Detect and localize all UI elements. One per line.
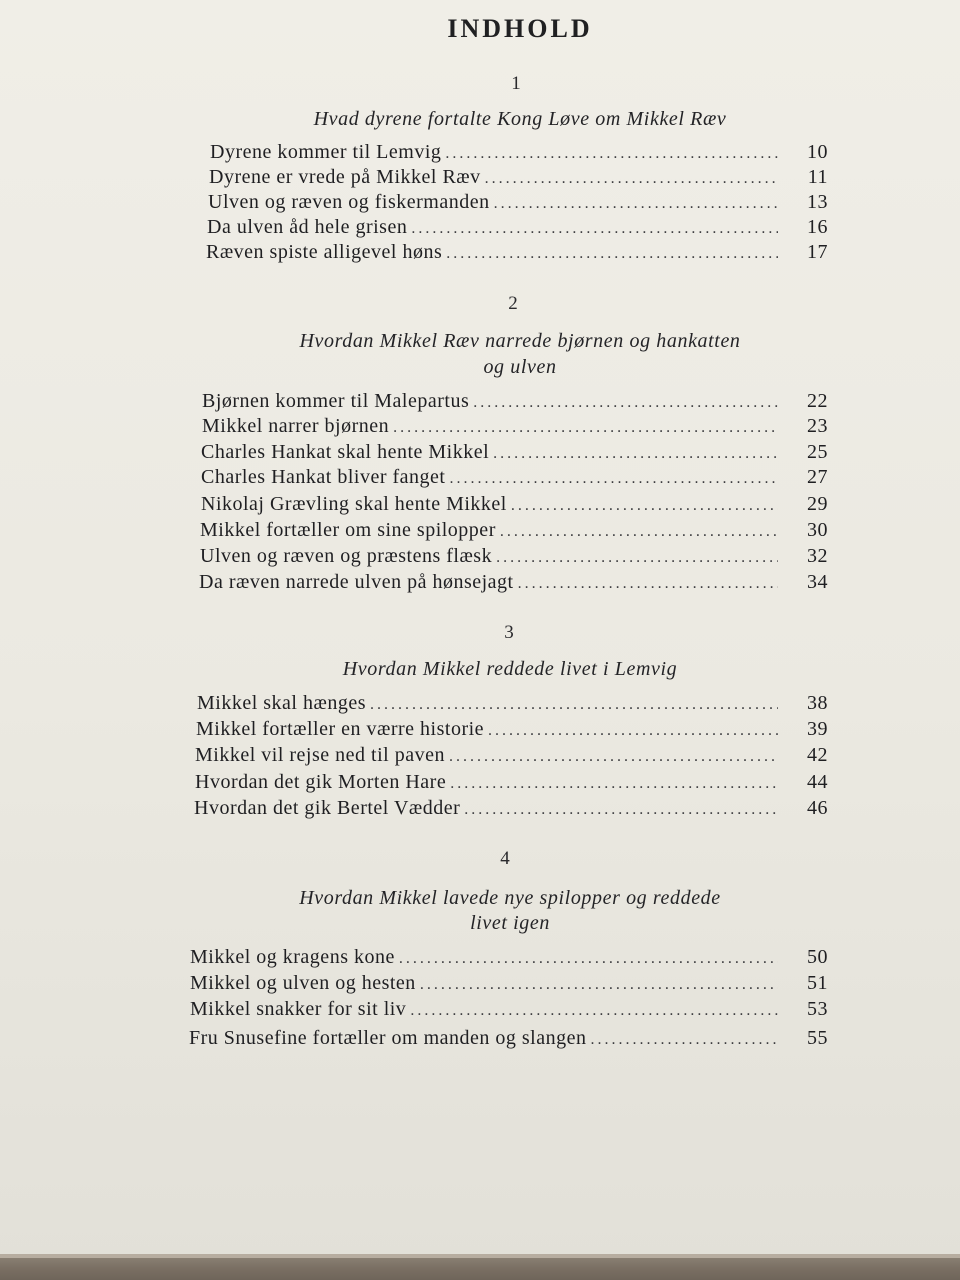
dot-leader	[449, 748, 778, 766]
entry-page: 13	[807, 191, 828, 213]
toc-entry	[200, 545, 828, 568]
dot-leader	[511, 497, 778, 515]
entry-title: Ræven spiste alligevel høns	[206, 241, 443, 263]
entry-title: Hvordan det gik Morten Hare	[195, 771, 447, 793]
entry-title: Da ræven narrede ulven på hønsejagt	[199, 571, 514, 593]
entry-page: 25	[807, 441, 828, 463]
toc-entry	[195, 744, 828, 767]
section-title: Hvordan Mikkel lavede nye spilopper og reddede	[299, 887, 721, 909]
section-title-continued: livet igen	[470, 912, 550, 934]
dot-leader	[496, 549, 778, 567]
entry-page: 53	[807, 998, 828, 1020]
section-title: Hvordan Mikkel reddede livet i Lemvig	[342, 658, 678, 680]
toc-entry	[210, 141, 828, 164]
page-title: INDHOLD	[447, 14, 593, 43]
dot-leader	[464, 801, 778, 819]
entry-title: Mikkel fortæller en værre historie	[196, 718, 485, 740]
entry-page: 50	[807, 946, 828, 968]
toc-entry	[190, 998, 828, 1021]
entry-page: 39	[807, 718, 828, 740]
toc-entry	[208, 191, 828, 214]
entry-title: Dyrene kommer til Lemvig	[210, 141, 442, 163]
entry-title: Mikkel vil rejse ned til paven	[195, 744, 445, 766]
dot-leader	[493, 445, 778, 463]
entry-page: 30	[807, 519, 828, 541]
entry-page: 32	[807, 545, 828, 567]
toc-entry	[201, 493, 828, 516]
dot-leader	[449, 470, 778, 488]
entry-title: Mikkel og ulven og hesten	[190, 972, 416, 994]
entry-title: Charles Hankat bliver fanget	[201, 466, 446, 488]
toc-entry	[196, 718, 828, 741]
dot-leader	[485, 170, 778, 188]
section-number: 1	[511, 73, 521, 94]
dot-leader	[450, 775, 778, 793]
dot-leader	[494, 195, 778, 213]
dot-leader	[473, 394, 778, 412]
toc-entry	[201, 441, 828, 464]
dot-leader	[446, 245, 778, 263]
dot-leader	[445, 145, 778, 163]
toc-entry	[209, 166, 828, 189]
section-title-continued: og ulven	[483, 356, 557, 378]
dot-leader	[410, 1002, 778, 1020]
toc-entry	[206, 241, 828, 264]
section-number: 4	[500, 848, 510, 869]
entry-page: 44	[807, 771, 828, 793]
entry-page: 46	[807, 797, 828, 819]
toc-entry	[207, 216, 828, 239]
entry-title: Hvordan det gik Bertel Vædder	[194, 797, 461, 819]
entry-title: Bjørnen kommer til Malepartus	[202, 390, 470, 412]
entry-title: Mikkel narrer bjørnen	[202, 415, 390, 437]
entry-page: 16	[807, 216, 828, 238]
entry-title: Fru Snusefine fortæller om manden og slangen	[189, 1027, 587, 1049]
entry-title: Mikkel fortæller om sine spilopper	[200, 519, 496, 541]
dot-leader	[411, 220, 778, 238]
entry-page: 51	[807, 972, 828, 994]
entry-title: Ulven og ræven og fiskermanden	[208, 191, 490, 213]
entry-title: Mikkel snakker for sit liv	[190, 998, 407, 1020]
entry-page: 38	[807, 692, 828, 714]
entry-page: 29	[807, 493, 828, 515]
dot-leader	[370, 696, 778, 714]
toc-entry	[202, 390, 828, 413]
toc-entry	[202, 415, 828, 438]
entry-title: Dyrene er vrede på Mikkel Ræv	[209, 166, 481, 188]
toc-entry	[190, 972, 828, 995]
toc-entry	[190, 946, 828, 969]
entry-page: 27	[807, 466, 828, 488]
dot-leader	[500, 523, 778, 541]
toc-entry	[195, 771, 828, 794]
dot-leader	[518, 575, 778, 593]
section-title: Hvad dyrene fortalte Kong Løve om Mikkel Ræv	[313, 108, 727, 130]
table-surface	[0, 1254, 960, 1280]
entry-page: 34	[807, 571, 828, 593]
toc-entry	[199, 571, 828, 594]
toc-entry	[197, 692, 828, 715]
entry-page: 10	[807, 141, 828, 163]
entry-title: Da ulven åd hele grisen	[207, 216, 408, 238]
dot-leader	[399, 950, 778, 968]
toc-entry	[201, 466, 828, 489]
dot-leader	[420, 976, 778, 994]
entry-title: Nikolaj Grævling skal hente Mikkel	[201, 493, 507, 515]
entry-page: 17	[807, 241, 828, 263]
toc-entry	[200, 519, 828, 542]
toc-entry	[189, 1027, 828, 1050]
toc-entry	[194, 797, 828, 820]
section-number: 3	[504, 622, 514, 643]
dot-leader	[591, 1031, 779, 1049]
entry-title: Charles Hankat skal hente Mikkel	[201, 441, 490, 463]
entry-page: 22	[807, 390, 828, 412]
entry-page: 11	[807, 166, 828, 188]
section-number: 2	[508, 293, 518, 314]
entry-page: 42	[807, 744, 828, 766]
entry-page: 55	[807, 1027, 828, 1049]
dot-leader	[488, 722, 778, 740]
entry-title: Mikkel skal hænges	[197, 692, 366, 714]
entry-title: Ulven og ræven og præstens flæsk	[200, 545, 493, 567]
entry-page: 23	[807, 415, 828, 437]
dot-leader	[393, 419, 778, 437]
entry-title: Mikkel og kragens kone	[190, 946, 395, 968]
section-title: Hvordan Mikkel Ræv narrede bjørnen og hankatten	[299, 330, 741, 352]
